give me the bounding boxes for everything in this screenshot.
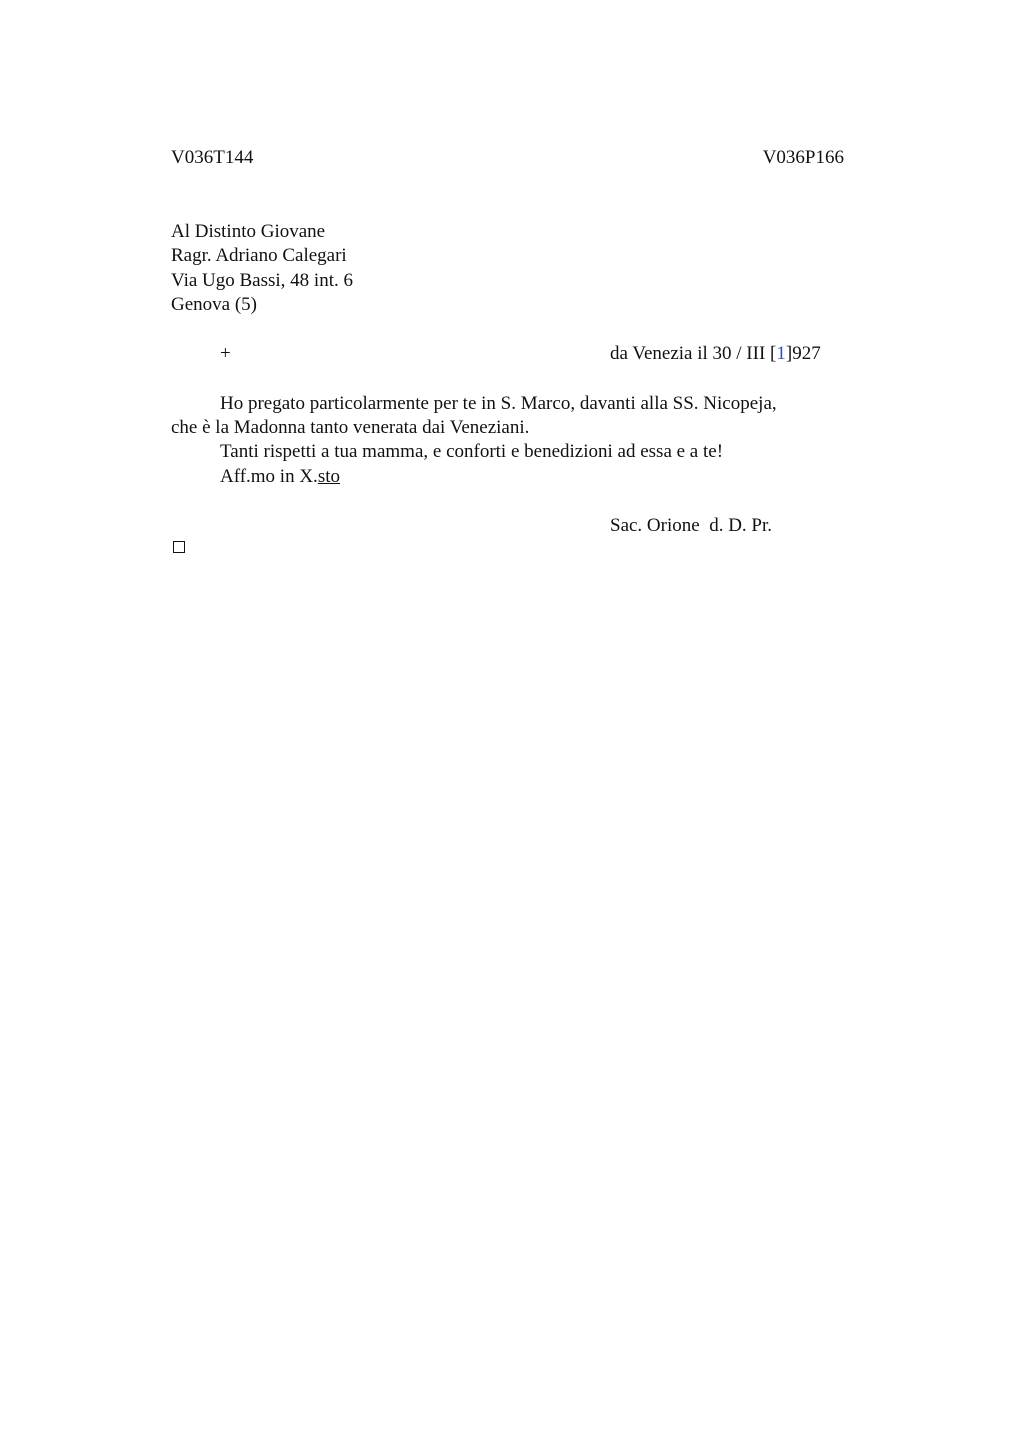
date-line bbox=[610, 342, 821, 367]
document-code-left: V036T144 bbox=[171, 147, 254, 168]
closing-underlined: sto bbox=[317, 466, 340, 487]
date-suffix: ]927 bbox=[785, 343, 821, 364]
document-code-right: V036P166 bbox=[762, 147, 844, 168]
end-square-icon bbox=[173, 541, 185, 553]
body-paragraph-2: Tanti rispetti a tua mamma, e conforti e benedizioni ad essa e a te! bbox=[220, 441, 724, 462]
address-line-2: Ragr. Adriano Calegari bbox=[171, 245, 347, 266]
signature: Sac. Orione d. D. Pr. bbox=[610, 515, 773, 536]
cross-mark: + bbox=[220, 343, 231, 364]
address-line-4: Genova (5) bbox=[171, 294, 257, 315]
closing-line bbox=[220, 465, 340, 490]
address-line-1: Al Distinto Giovane bbox=[171, 221, 326, 242]
date-prefix: da Venezia il 30 / III [ bbox=[610, 343, 777, 364]
date-note: 1 bbox=[776, 343, 786, 364]
body-paragraph-1-line-2: che è la Madonna tanto venerata dai Veneziani. bbox=[171, 417, 530, 438]
address-line-3: Via Ugo Bassi, 48 int. 6 bbox=[171, 270, 353, 291]
closing-prefix: Aff.mo in X. bbox=[220, 466, 318, 487]
body-paragraph-1-line-1: Ho pregato particolarmente per te in S. Marco, davanti alla SS. Nicopeja, bbox=[220, 393, 777, 414]
